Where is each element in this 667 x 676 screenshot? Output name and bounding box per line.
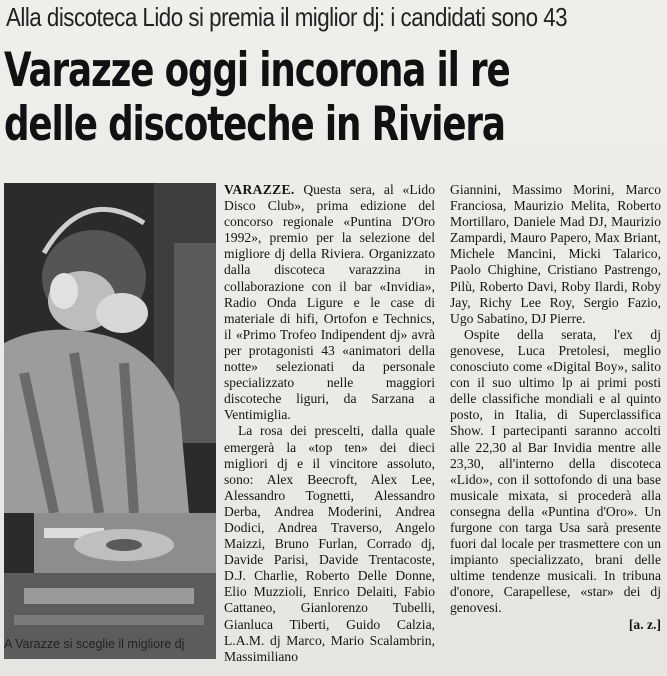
article-column-2 xyxy=(450,182,661,633)
dj-photo-illustration xyxy=(4,183,216,659)
article-kicker: Alla discoteca Lido si premia il miglior dj: i candidati sono 43 xyxy=(6,2,568,32)
author-byline: [a. z.] xyxy=(628,616,661,632)
article-headline xyxy=(4,44,582,152)
headline-line-2: delle discoteche in Riviera xyxy=(4,97,505,152)
paragraph-text: Questa sera, al «Lido Disco Club», prima edizione del concorso regionale «Puntina D'Oro 1992», premio per la selezione del migliore dj della Riviera. Organizzato dalla discoteca varazzina in collaborazione con il bar «Invidia», Radio Onda Ligure e le case di materiale di hifi, Ortofon e Technics, il «Primo Trofeo Indipendent dj» avrà per protagonisti 43 «animatori della notte» selezionati da personale specializzato nelle maggiori discoteche liguri, da Sarzana a Ventimiglia. xyxy=(224,182,435,423)
article-column-1 xyxy=(224,182,435,665)
paragraph: La rosa dei prescelti, dalla quale emergerà la «top ten» dei dieci migliori dj e il vincitore assoluto, sono: Alex Beecroft, Alex Lee, Alessandro Tognetti, Alessandro Derba, Andrea Moderini, Andrea Dodici, Andrea Traverso, Angelo Maizzi, Bruno Furlan, Corrado dj, Davide Parisi, Davide Trentacoste, D.J. Charlie, Roberto Delle Donne, Elio Muzzioli, Enrico Delaiti, Fabio Cattaneo, Gianlorenzo Tubelli, Gianluca Tiberti, Guido Calzia, L.A.M. dj Marco, Mario Scalambrin, Massimiliano xyxy=(224,423,435,664)
paragraph: Giannini, Massimo Morini, Marco Franciosa, Maurizio Melita, Roberto Mortillaro, Daniele Mad DJ, Maurizio Zampardi, Mauro Papero, Max Briant, Michele Mancini, Micki Talarico, Paolo Chighine, Cristiano Pastrengo, Pilù, Roberto Davi, Roby Ilardi, Roby Jay, Richy Lee Roy, Sergio Fazio, Ugo Sabatino, DJ Pierre. xyxy=(450,182,661,326)
paragraph: Ospite della serata, l'ex dj genovese, Luca Pretolesi, meglio conosciuto come «Digital Boy», salito con il suo ultimo lp ai primi posti delle classifiche mondiali e al quinto posto, in Italia, di Superclassifica Show. I partecipanti saranno accolti alle 22,30 al Bar Invidia mentre alle 23,30, all'interno della discoteca «Lido», con il sottofondo di una base musicale mixata, si procederà alla consegna della «Puntina d'Oro». Un furgone con targa Usa sarà presente fuori dal locale per trasmettere con un impianto specializzato, brani delle ultime tendenze musicali. In tribuna d'onore, Carapellese, «star» dei dj genovesi. xyxy=(450,326,661,616)
dj-photo xyxy=(4,183,216,659)
headline-line-1: Varazze oggi incorona il re xyxy=(4,43,510,98)
dateline: VARAZZE. xyxy=(224,182,295,197)
photo-caption: A Varazze si sceglie il migliore dj xyxy=(4,637,185,651)
paragraph xyxy=(224,182,435,423)
